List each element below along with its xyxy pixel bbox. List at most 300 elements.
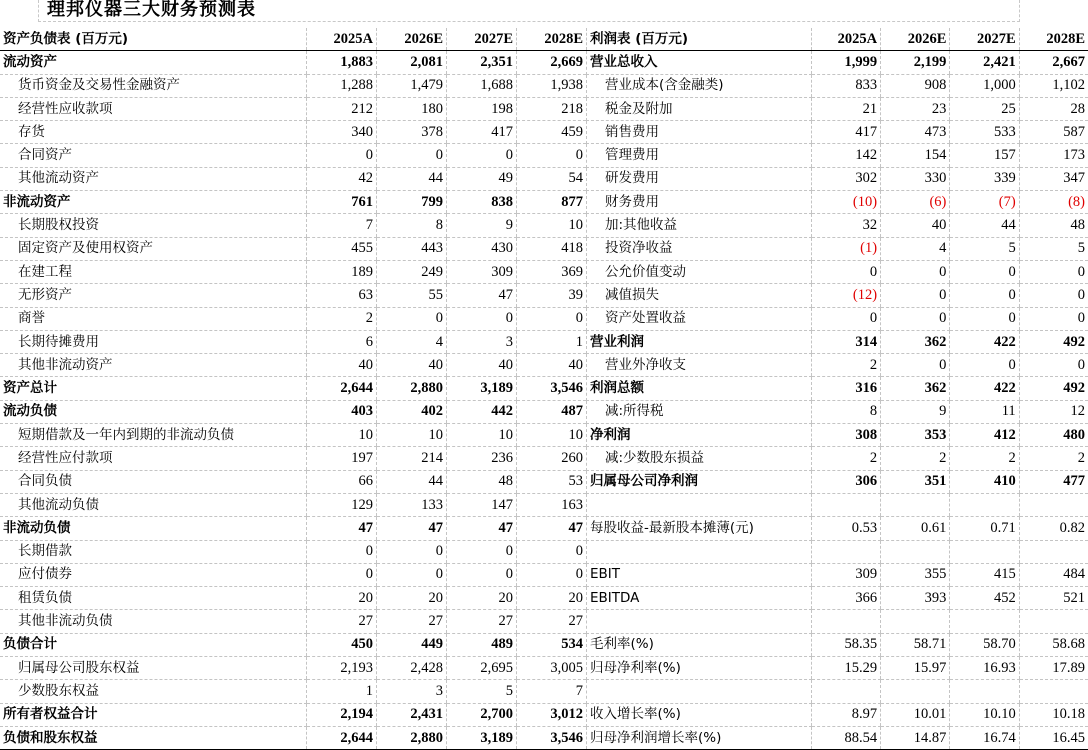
balance-row bbox=[0, 377, 586, 400]
income-row-value bbox=[950, 493, 1019, 516]
balance-row-value: 53 bbox=[517, 470, 587, 493]
balance-row bbox=[0, 493, 586, 516]
balance-row-value: 340 bbox=[307, 121, 377, 144]
income-row-value: 44 bbox=[950, 214, 1019, 237]
income-row-value: 1,000 bbox=[950, 74, 1019, 97]
income-row-value: (12) bbox=[811, 284, 880, 307]
balance-row-value: 402 bbox=[377, 400, 447, 423]
income-row-value: 306 bbox=[811, 470, 880, 493]
income-row-label: 财务费用 bbox=[587, 191, 812, 214]
balance-row-value: 20 bbox=[377, 587, 447, 610]
income-row-value: 314 bbox=[811, 330, 880, 353]
income-row bbox=[587, 610, 1088, 633]
balance-row bbox=[0, 470, 586, 493]
balance-row-label: 短期借款及一年内到期的非流动负债 bbox=[0, 424, 307, 447]
balance-row-value: 0 bbox=[377, 563, 447, 586]
balance-row-value: 0 bbox=[517, 144, 587, 167]
balance-row-value: 0 bbox=[447, 563, 517, 586]
balance-row-value: 442 bbox=[447, 400, 517, 423]
balance-row-label: 流动负债 bbox=[0, 400, 307, 423]
balance-row-value: 0 bbox=[517, 563, 587, 586]
balance-row-value: 3,005 bbox=[517, 657, 587, 680]
balance-row-value: 5 bbox=[447, 680, 517, 703]
income-row-value: 10.01 bbox=[881, 703, 950, 726]
balance-row-label: 应付债券 bbox=[0, 563, 307, 586]
balance-row-value: 1,479 bbox=[377, 74, 447, 97]
income-row-value bbox=[1019, 540, 1088, 563]
income-row-label: 税金及附加 bbox=[587, 97, 812, 120]
income-row-value: 0 bbox=[1019, 260, 1088, 283]
income-row-label bbox=[587, 540, 812, 563]
balance-row-value: 534 bbox=[517, 633, 587, 656]
balance-row-label: 归属母公司股东权益 bbox=[0, 657, 307, 680]
balance-row-value: 63 bbox=[307, 284, 377, 307]
balance-row-label: 负债和股东权益 bbox=[0, 726, 307, 749]
balance-row-value: 260 bbox=[517, 447, 587, 470]
income-row bbox=[587, 424, 1088, 447]
income-row-label: 研发费用 bbox=[587, 167, 812, 190]
balance-row bbox=[0, 51, 586, 74]
balance-row-label: 其他非流动负债 bbox=[0, 610, 307, 633]
income-row-label: 毛利率(%) bbox=[587, 633, 812, 656]
income-row-label: 减:少数股东损益 bbox=[587, 447, 812, 470]
balance-sheet bbox=[0, 28, 586, 750]
balance-row-value: 47 bbox=[447, 284, 517, 307]
income-row-value: (1) bbox=[811, 237, 880, 260]
income-row-value: 25 bbox=[950, 97, 1019, 120]
balance-row-value: 0 bbox=[377, 540, 447, 563]
balance-header-year: 2026E bbox=[377, 28, 447, 51]
balance-row-value: 1,688 bbox=[447, 74, 517, 97]
income-row-value: 142 bbox=[811, 144, 880, 167]
balance-row-value: 180 bbox=[377, 97, 447, 120]
balance-row bbox=[0, 74, 586, 97]
income-row bbox=[587, 191, 1088, 214]
balance-row-value: 10 bbox=[377, 424, 447, 447]
balance-row-value: 197 bbox=[307, 447, 377, 470]
page-title: 理邦仪器三大财务预测表 bbox=[38, 0, 1020, 22]
income-row-value bbox=[881, 540, 950, 563]
balance-row-value: 1,883 bbox=[307, 51, 377, 74]
income-row-value bbox=[881, 493, 950, 516]
income-row-value bbox=[950, 540, 1019, 563]
income-row-value: 32 bbox=[811, 214, 880, 237]
income-header-row bbox=[587, 28, 1088, 51]
balance-row-value: 838 bbox=[447, 191, 517, 214]
income-row-value: 412 bbox=[950, 424, 1019, 447]
balance-row-value: 2,081 bbox=[377, 51, 447, 74]
income-row-value: 833 bbox=[811, 74, 880, 97]
balance-row-value: 378 bbox=[377, 121, 447, 144]
income-row bbox=[587, 493, 1088, 516]
balance-row-value: 147 bbox=[447, 493, 517, 516]
balance-header-title: 资产负债表 (百万元) bbox=[0, 28, 307, 51]
balance-row bbox=[0, 517, 586, 540]
income-row-value: 0 bbox=[950, 307, 1019, 330]
balance-row-value: 20 bbox=[447, 587, 517, 610]
balance-row-value: 10 bbox=[517, 424, 587, 447]
income-row-value: 410 bbox=[950, 470, 1019, 493]
income-row-value: 0 bbox=[950, 354, 1019, 377]
balance-row bbox=[0, 214, 586, 237]
income-row bbox=[587, 307, 1088, 330]
balance-row-label: 负债合计 bbox=[0, 633, 307, 656]
balance-row-value: 163 bbox=[517, 493, 587, 516]
income-row-value: 0 bbox=[950, 284, 1019, 307]
balance-row-value: 309 bbox=[447, 260, 517, 283]
balance-row-value: 417 bbox=[447, 121, 517, 144]
balance-header-year: 2027E bbox=[447, 28, 517, 51]
balance-row-label: 资产总计 bbox=[0, 377, 307, 400]
income-row bbox=[587, 284, 1088, 307]
balance-row-value: 489 bbox=[447, 633, 517, 656]
income-row-value: 521 bbox=[1019, 587, 1088, 610]
balance-row-value: 9 bbox=[447, 214, 517, 237]
balance-row-value: 877 bbox=[517, 191, 587, 214]
income-row-value: 9 bbox=[881, 400, 950, 423]
balance-row-value: 218 bbox=[517, 97, 587, 120]
balance-row bbox=[0, 260, 586, 283]
balance-row-value: 1 bbox=[517, 330, 587, 353]
income-row-value: 0 bbox=[811, 260, 880, 283]
balance-row-label: 流动资产 bbox=[0, 51, 307, 74]
income-row bbox=[587, 726, 1088, 749]
income-row-label: 利润总额 bbox=[587, 377, 812, 400]
income-row-label: 资产处置收益 bbox=[587, 307, 812, 330]
income-row-value: 908 bbox=[881, 74, 950, 97]
income-row-value: 0 bbox=[1019, 284, 1088, 307]
income-row bbox=[587, 144, 1088, 167]
income-row bbox=[587, 377, 1088, 400]
balance-row-value: 27 bbox=[447, 610, 517, 633]
income-row-value: 0.53 bbox=[811, 517, 880, 540]
balance-row-value: 47 bbox=[517, 517, 587, 540]
balance-row-value: 3,189 bbox=[447, 377, 517, 400]
income-row-value: 154 bbox=[881, 144, 950, 167]
income-row-value: 452 bbox=[950, 587, 1019, 610]
balance-header-year: 2028E bbox=[517, 28, 587, 51]
income-row-value: 5 bbox=[1019, 237, 1088, 260]
balance-row-value: 47 bbox=[307, 517, 377, 540]
income-row-value: 0 bbox=[881, 354, 950, 377]
balance-row-value: 0 bbox=[447, 144, 517, 167]
income-header-year: 2025A bbox=[811, 28, 880, 51]
income-row-value bbox=[881, 680, 950, 703]
income-row-value: 0 bbox=[881, 307, 950, 330]
balance-row-value: 55 bbox=[377, 284, 447, 307]
balance-row bbox=[0, 400, 586, 423]
income-row-label: 管理费用 bbox=[587, 144, 812, 167]
balance-row-value: 2,880 bbox=[377, 726, 447, 749]
income-row-value: 0.82 bbox=[1019, 517, 1088, 540]
balance-row bbox=[0, 284, 586, 307]
income-row-value: 0.71 bbox=[950, 517, 1019, 540]
balance-row-value: 40 bbox=[307, 354, 377, 377]
income-row-value: 157 bbox=[950, 144, 1019, 167]
balance-row-value: 403 bbox=[307, 400, 377, 423]
income-header-title: 利润表 (百万元) bbox=[587, 28, 812, 51]
balance-row-value: 54 bbox=[517, 167, 587, 190]
income-row-value: 1,102 bbox=[1019, 74, 1088, 97]
income-row bbox=[587, 167, 1088, 190]
income-row-label bbox=[587, 493, 812, 516]
balance-row-value: 20 bbox=[517, 587, 587, 610]
income-row-value: 316 bbox=[811, 377, 880, 400]
income-row-value: 0.61 bbox=[881, 517, 950, 540]
balance-row-value: 27 bbox=[307, 610, 377, 633]
balance-row-value: 0 bbox=[307, 540, 377, 563]
balance-row-value: 1,938 bbox=[517, 74, 587, 97]
income-row-value: 2 bbox=[811, 354, 880, 377]
income-row-value: 16.74 bbox=[950, 726, 1019, 749]
income-row-value: 362 bbox=[881, 330, 950, 353]
balance-row bbox=[0, 121, 586, 144]
balance-header-row bbox=[0, 28, 586, 51]
balance-row-value: 0 bbox=[377, 144, 447, 167]
balance-row-value: 20 bbox=[307, 587, 377, 610]
balance-row-label: 合同资产 bbox=[0, 144, 307, 167]
income-row-value: 10.10 bbox=[950, 703, 1019, 726]
balance-row-value: 7 bbox=[517, 680, 587, 703]
income-row-value: 473 bbox=[881, 121, 950, 144]
income-row-value: 422 bbox=[950, 330, 1019, 353]
income-row-value: 0 bbox=[950, 260, 1019, 283]
income-row bbox=[587, 563, 1088, 586]
income-row-value: 2,199 bbox=[881, 51, 950, 74]
income-row-label: 净利润 bbox=[587, 424, 812, 447]
income-row-label: 投资净收益 bbox=[587, 237, 812, 260]
balance-row-label: 固定资产及使用权资产 bbox=[0, 237, 307, 260]
balance-row-value: 418 bbox=[517, 237, 587, 260]
income-row-value: 58.35 bbox=[811, 633, 880, 656]
income-row-label: 营业成本(含金融类) bbox=[587, 74, 812, 97]
balance-row-value: 2 bbox=[307, 307, 377, 330]
income-row-value: 366 bbox=[811, 587, 880, 610]
balance-row-value: 2,644 bbox=[307, 377, 377, 400]
income-row-value: 2 bbox=[811, 447, 880, 470]
balance-row-value: 430 bbox=[447, 237, 517, 260]
income-row-value: 8 bbox=[811, 400, 880, 423]
income-row-value: 422 bbox=[950, 377, 1019, 400]
balance-row-value: 2,431 bbox=[377, 703, 447, 726]
balance-row-value: 1 bbox=[307, 680, 377, 703]
income-row-value: 393 bbox=[881, 587, 950, 610]
income-row bbox=[587, 470, 1088, 493]
income-row-value: 48 bbox=[1019, 214, 1088, 237]
balance-row bbox=[0, 354, 586, 377]
income-row-value: 492 bbox=[1019, 377, 1088, 400]
income-row-value bbox=[811, 493, 880, 516]
income-row-value: 2 bbox=[1019, 447, 1088, 470]
income-row-value: (8) bbox=[1019, 191, 1088, 214]
income-row-label: EBITDA bbox=[587, 587, 812, 610]
income-row-value: 88.54 bbox=[811, 726, 880, 749]
balance-row-label: 商誉 bbox=[0, 307, 307, 330]
income-row-value: 15.97 bbox=[881, 657, 950, 680]
balance-row-value: 2,428 bbox=[377, 657, 447, 680]
income-row-value: 58.68 bbox=[1019, 633, 1088, 656]
balance-row-value: 0 bbox=[447, 540, 517, 563]
balance-row-label: 在建工程 bbox=[0, 260, 307, 283]
income-row-value: 15.29 bbox=[811, 657, 880, 680]
balance-row-value: 459 bbox=[517, 121, 587, 144]
income-row-value: 347 bbox=[1019, 167, 1088, 190]
balance-row-value: 3 bbox=[447, 330, 517, 353]
balance-row bbox=[0, 563, 586, 586]
balance-row-value: 7 bbox=[307, 214, 377, 237]
income-row-value: 351 bbox=[881, 470, 950, 493]
forecast-tables bbox=[0, 28, 1080, 750]
income-row bbox=[587, 74, 1088, 97]
income-row-label: 减:所得税 bbox=[587, 400, 812, 423]
balance-row-label: 其他流动资产 bbox=[0, 167, 307, 190]
balance-row-value: 48 bbox=[447, 470, 517, 493]
income-row-value: 16.93 bbox=[950, 657, 1019, 680]
income-row bbox=[587, 354, 1088, 377]
income-row bbox=[587, 540, 1088, 563]
income-row-value: 173 bbox=[1019, 144, 1088, 167]
income-row-value: 40 bbox=[881, 214, 950, 237]
income-row-value: 0 bbox=[881, 260, 950, 283]
balance-row-value: 27 bbox=[517, 610, 587, 633]
income-row-label: 归属母公司净利润 bbox=[587, 470, 812, 493]
income-row-value: 477 bbox=[1019, 470, 1088, 493]
income-row-value: (7) bbox=[950, 191, 1019, 214]
balance-sheet-table bbox=[0, 28, 586, 750]
balance-row-value: 443 bbox=[377, 237, 447, 260]
income-row bbox=[587, 587, 1088, 610]
income-row-value: 417 bbox=[811, 121, 880, 144]
income-row-value: 355 bbox=[881, 563, 950, 586]
income-row-value bbox=[950, 610, 1019, 633]
income-row-value: 2 bbox=[950, 447, 1019, 470]
balance-row-value: 27 bbox=[377, 610, 447, 633]
balance-row-value: 189 bbox=[307, 260, 377, 283]
balance-row-value: 2,700 bbox=[447, 703, 517, 726]
income-row-value: 353 bbox=[881, 424, 950, 447]
balance-row bbox=[0, 330, 586, 353]
income-row-value: 339 bbox=[950, 167, 1019, 190]
income-row-value: 28 bbox=[1019, 97, 1088, 120]
balance-row-value: 8 bbox=[377, 214, 447, 237]
balance-row-label: 合同负债 bbox=[0, 470, 307, 493]
balance-row-value: 66 bbox=[307, 470, 377, 493]
balance-row-value: 49 bbox=[447, 167, 517, 190]
income-row-value: 21 bbox=[811, 97, 880, 120]
balance-row-value: 369 bbox=[517, 260, 587, 283]
income-row-value: 2,421 bbox=[950, 51, 1019, 74]
balance-row-label: 经营性应收款项 bbox=[0, 97, 307, 120]
balance-row-value: 3,546 bbox=[517, 377, 587, 400]
income-row-label: 每股收益-最新股本摊薄(元) bbox=[587, 517, 812, 540]
balance-row-label: 非流动负债 bbox=[0, 517, 307, 540]
income-row-value: 480 bbox=[1019, 424, 1088, 447]
income-row-value: (6) bbox=[881, 191, 950, 214]
income-row-value: 23 bbox=[881, 97, 950, 120]
income-row-value: 309 bbox=[811, 563, 880, 586]
balance-row-label: 非流动资产 bbox=[0, 191, 307, 214]
balance-row bbox=[0, 144, 586, 167]
balance-row-value: 761 bbox=[307, 191, 377, 214]
balance-row-value: 2,644 bbox=[307, 726, 377, 749]
income-row-value: 2 bbox=[881, 447, 950, 470]
balance-row-label: 存货 bbox=[0, 121, 307, 144]
balance-row bbox=[0, 191, 586, 214]
income-row-label: 公允价值变动 bbox=[587, 260, 812, 283]
balance-row-label: 少数股东权益 bbox=[0, 680, 307, 703]
balance-row bbox=[0, 237, 586, 260]
balance-row-value: 214 bbox=[377, 447, 447, 470]
balance-row-value: 39 bbox=[517, 284, 587, 307]
income-row-value: 484 bbox=[1019, 563, 1088, 586]
balance-row bbox=[0, 680, 586, 703]
income-row bbox=[587, 237, 1088, 260]
balance-row bbox=[0, 703, 586, 726]
income-row bbox=[587, 703, 1088, 726]
balance-row bbox=[0, 167, 586, 190]
balance-row-label: 长期股权投资 bbox=[0, 214, 307, 237]
balance-header-year: 2025A bbox=[307, 28, 377, 51]
balance-row-value: 42 bbox=[307, 167, 377, 190]
balance-row bbox=[0, 587, 586, 610]
balance-row-label: 长期待摊费用 bbox=[0, 330, 307, 353]
balance-row-value: 1,288 bbox=[307, 74, 377, 97]
balance-row-value: 47 bbox=[377, 517, 447, 540]
income-row-value: 0 bbox=[811, 307, 880, 330]
balance-row-label: 经营性应付款项 bbox=[0, 447, 307, 470]
income-row-value: 492 bbox=[1019, 330, 1088, 353]
balance-row-value: 3 bbox=[377, 680, 447, 703]
income-row-value: 330 bbox=[881, 167, 950, 190]
balance-row-value: 2,193 bbox=[307, 657, 377, 680]
income-row-label: 减值损失 bbox=[587, 284, 812, 307]
income-row-value: 362 bbox=[881, 377, 950, 400]
balance-row-label: 长期借款 bbox=[0, 540, 307, 563]
balance-row-value: 449 bbox=[377, 633, 447, 656]
balance-row-label: 无形资产 bbox=[0, 284, 307, 307]
income-row bbox=[587, 97, 1088, 120]
balance-row-value: 133 bbox=[377, 493, 447, 516]
balance-row-value: 44 bbox=[377, 167, 447, 190]
income-row bbox=[587, 121, 1088, 144]
income-row-value bbox=[1019, 493, 1088, 516]
income-row bbox=[587, 447, 1088, 470]
income-row-value: 12 bbox=[1019, 400, 1088, 423]
balance-row-value: 10 bbox=[307, 424, 377, 447]
balance-row-label: 所有者权益合计 bbox=[0, 703, 307, 726]
income-row-value bbox=[881, 610, 950, 633]
balance-row-value: 40 bbox=[517, 354, 587, 377]
income-row-label: 归母净利率(%) bbox=[587, 657, 812, 680]
income-row-value: 8.97 bbox=[811, 703, 880, 726]
balance-row-value: 799 bbox=[377, 191, 447, 214]
balance-row-value: 487 bbox=[517, 400, 587, 423]
balance-row-value: 455 bbox=[307, 237, 377, 260]
income-row-label: 销售费用 bbox=[587, 121, 812, 144]
balance-row-value: 3,012 bbox=[517, 703, 587, 726]
balance-row bbox=[0, 540, 586, 563]
income-row-value: 14.87 bbox=[881, 726, 950, 749]
income-row bbox=[587, 51, 1088, 74]
income-row-value: 302 bbox=[811, 167, 880, 190]
income-header-year: 2027E bbox=[950, 28, 1019, 51]
balance-row-value: 6 bbox=[307, 330, 377, 353]
balance-row-value: 236 bbox=[447, 447, 517, 470]
income-row bbox=[587, 400, 1088, 423]
balance-row bbox=[0, 726, 586, 749]
income-row-value: 10.18 bbox=[1019, 703, 1088, 726]
balance-row-value: 198 bbox=[447, 97, 517, 120]
